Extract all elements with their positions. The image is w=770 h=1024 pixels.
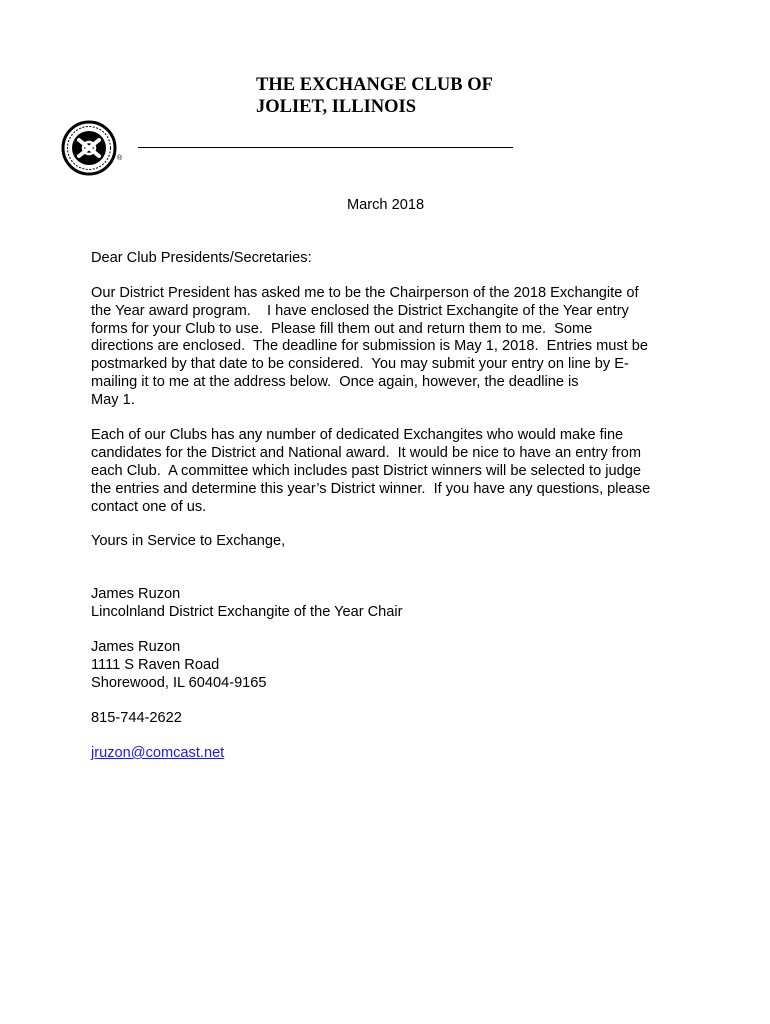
mailing-address	[91, 639, 267, 692]
exchange-club-emblem-icon	[57, 120, 121, 176]
signature-title: Lincolnland District Exchangite of the Year Chair	[91, 603, 403, 620]
email-link[interactable]: jruzon@comcast.net	[91, 745, 225, 761]
paragraph-line: Each of our Clubs has any number of dedicated Exchangites who would make fine	[91, 427, 624, 444]
paragraph-line: Our District President has asked me to be the Chairperson of the 2018 Exchangite of	[91, 285, 639, 301]
paragraph-line: May 1.	[91, 391, 135, 408]
paragraph-line: postmarked by that date to be considered. You may submit your entry on line by E-	[91, 356, 629, 373]
letter-salutation: Dear Club Presidents/Secretaries:	[91, 250, 312, 266]
letterhead-title-line2: JOLIET, ILLINOIS	[256, 97, 417, 117]
letter-date: March 2018	[347, 197, 425, 213]
letter-body	[91, 285, 691, 516]
signature-name: James Ruzon	[91, 586, 181, 602]
paragraph-line: each Club. A committee which includes past District winners will be selected to judge	[91, 462, 641, 479]
letter-paragraph-1	[91, 285, 691, 410]
paragraph-line: the entries and determine this year’s District winner. If you have any questions, please	[91, 480, 651, 497]
address-city: Shorewood, IL 60404-9165	[91, 674, 267, 691]
address-name: James Ruzon	[91, 639, 181, 655]
registered-mark: ®	[117, 155, 123, 162]
letterhead-rule	[138, 147, 513, 148]
address-street: 1111 S Raven Road	[91, 656, 220, 673]
paragraph-line: forms for your Club to use. Please fill them out and return them to me. Some	[91, 320, 593, 337]
paragraph-line: candidates for the District and National award. It would be nice to have an entry from	[91, 445, 641, 462]
paragraph-line: contact one of us.	[91, 498, 207, 515]
letterhead-title-line1: THE EXCHANGE CLUB OF	[256, 75, 493, 95]
letterhead-title	[256, 74, 493, 118]
paragraph-line: directions are enclosed. The deadline for submission is May 1, 2018. Entries must be	[91, 338, 649, 355]
letter-paragraph-2	[91, 427, 691, 516]
phone-number: 815-744-2622	[91, 710, 182, 726]
paragraph-line: mailing it to me at the address below. Once again, however, the deadline is	[91, 373, 579, 390]
paragraph-line: the Year award program. I have enclosed the District Exchangite of the Year entry	[91, 302, 629, 319]
letter-closing: Yours in Service to Exchange,	[91, 533, 286, 549]
signature-block	[91, 586, 403, 622]
exchange-club-logo	[57, 120, 121, 176]
